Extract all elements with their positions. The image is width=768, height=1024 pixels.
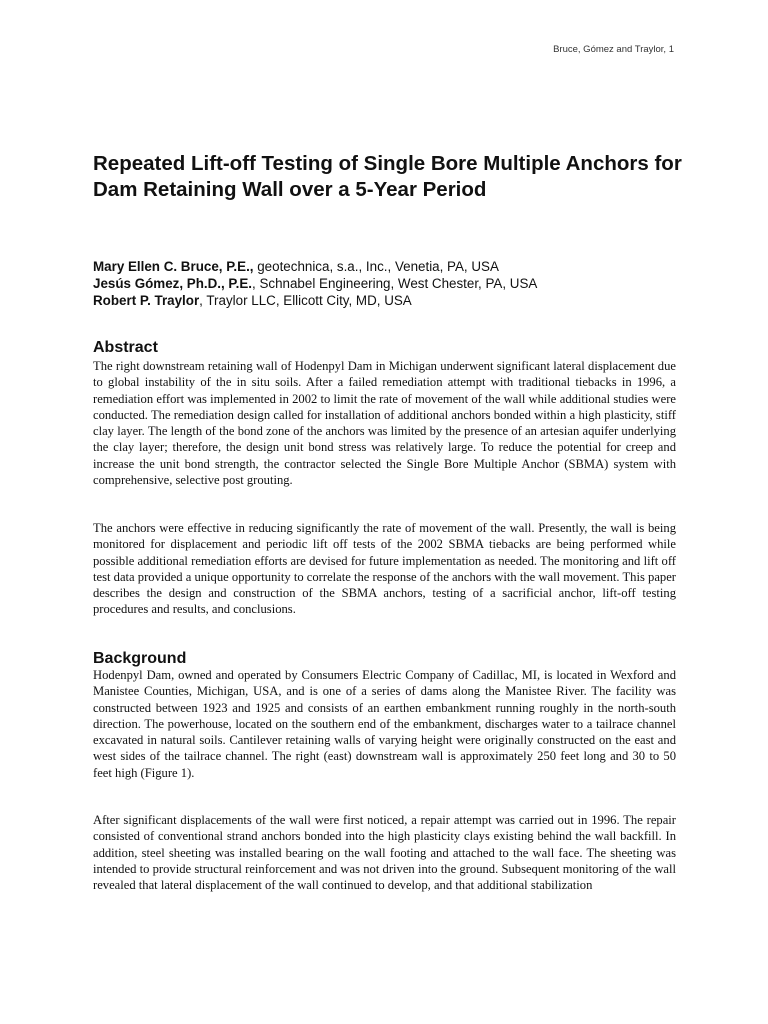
background-heading: Background <box>93 650 187 667</box>
abstract-paragraph-1: The right downstream retaining wall of Hodenpyl Dam in Michigan underwent significant lateral displacement due to global instability of the in situ soils. After a failed remediation attempt with traditional tiebacks in 1996, a remediation effort was implemented in 2002 to limit the rate of movement of the wall while additional studies were conducted. The remediation design called for installation of additional anchors bonded within a high plasticity, stiff clay layer. The length of the bond zone of the anchors was limited by the presence of an artesian aquifer underlying the clay layer; therefore, the design unit bond stress was relatively large. To reduce the potential for creep and increase the unit bond strength, the contractor selected the Single Bore Multiple Anchor (SBMA) system with comprehensive, selective post grouting. <box>93 359 676 488</box>
running-header: Bruce, Gómez and Traylor, 1 <box>553 44 674 55</box>
author-line <box>93 275 683 292</box>
author-affiliation: , Traylor LLC, Ellicott City, MD, USA <box>199 293 412 308</box>
author-affiliation: geotechnica, s.a., Inc., Venetia, PA, USA <box>253 259 499 274</box>
author-name: Jesús Gómez, Ph.D., P.E. <box>93 276 253 291</box>
abstract-heading: Abstract <box>93 339 158 356</box>
background-paragraph-1: Hodenpyl Dam, owned and operated by Consumers Electric Company of Cadillac, MI, is located in Wexford and Manistee Counties, Michigan, USA, and is one of a series of dams along the Manistee River. The facility was constructed between 1923 and 1925 and consists of an earthen embankment running roughly in the north-south direction. The powerhouse, located on the southern end of the embankment, discharges water to a tailrace channel excavated in natural soils. Cantilever retaining walls of varying height were originally constructed on the east and west sides of the tailrace channel. The right (east) downstream wall is approximately 250 feet long and 30 to 50 feet high (Figure 1). <box>93 668 676 780</box>
author-line <box>93 292 683 309</box>
author-name: Mary Ellen C. Bruce, P.E., <box>93 259 254 274</box>
author-affiliation: , Schnabel Engineering, West Chester, PA, USA <box>252 276 538 291</box>
author-list <box>93 258 683 309</box>
abstract-paragraph-2: The anchors were effective in reducing significantly the rate of movement of the wall. Presently, the wall is being monitored for displacement and periodic lift off tests of the 2002 SBMA tiebacks are being performed while possible additional remediation efforts are devised for future implementation as needed. The monitoring and lift off test data provided a unique opportunity to correlate the response of the anchors with the wall movement. This paper describes the design and construction of the SBMA anchors, testing of a sacrificial anchor, lift-off testing procedures and results, and conclusions. <box>93 521 676 617</box>
author-name: Robert P. Traylor <box>93 293 200 308</box>
background-paragraph-2: After significant displacements of the wall were first noticed, a repair attempt was carried out in 1996. The repair consisted of conventional strand anchors bonded into the high plasticity clays existing behind the wall backfill. In addition, steel sheeting was installed bearing on the wall footing and attached to the wall face. The sheeting was intended to provide structural reinforcement and was not driven into the ground. Subsequent monitoring of the wall revealed that lateral displacement of the wall continued to develop, and that additional stabilization <box>93 813 676 893</box>
paper-title: Repeated Lift-off Testing of Single Bore Multiple Anchors for Dam Retaining Wall over a 5-Year Period <box>93 152 682 201</box>
author-line <box>93 258 683 275</box>
